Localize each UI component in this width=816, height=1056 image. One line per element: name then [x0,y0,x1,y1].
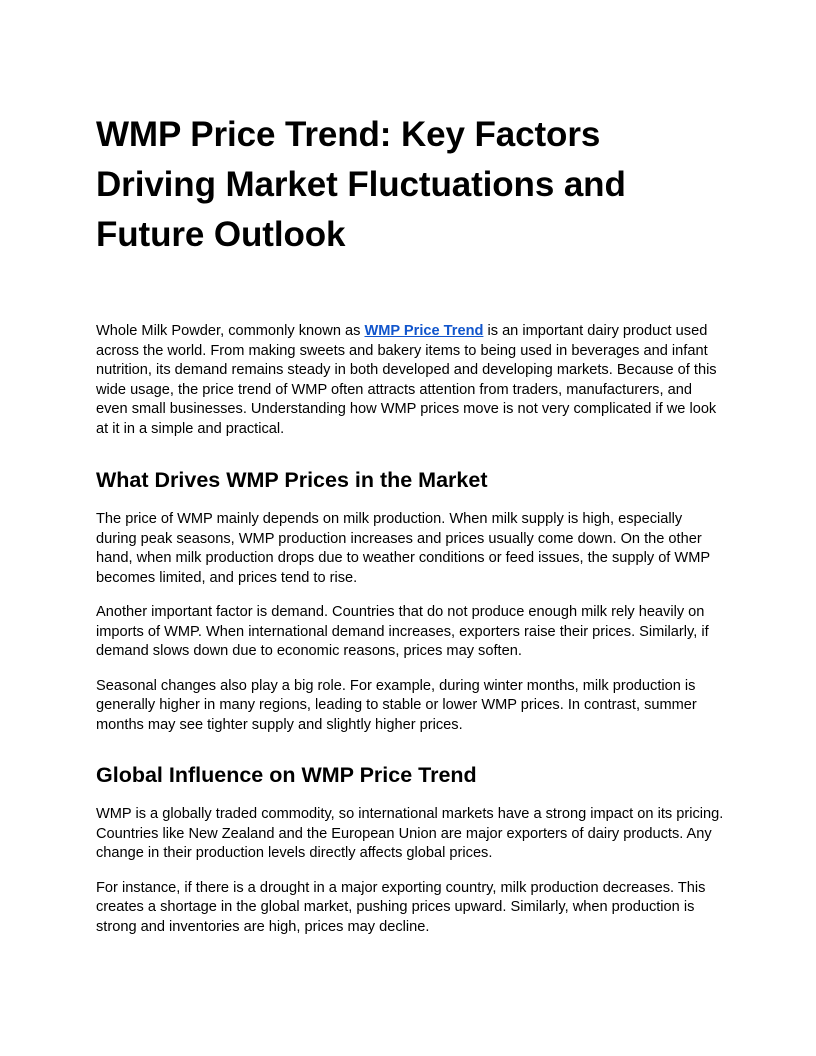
intro-text-start: Whole Milk Powder, commonly known as [96,323,365,339]
drivers-paragraph-1: The price of WMP mainly depends on milk production. When milk supply is high, especially during peak seasons, WMP production increases and prices usually come down. On the other hand, when milk production drops due to weather conditions or feed issues, the supply of WMP becomes limited, and prices tend to rise. [96,511,710,586]
section-heading-drivers: What Drives WMP Prices in the Market [96,468,488,492]
drivers-paragraph-2: Another important factor is demand. Countries that do not produce enough milk rely heavily on imports of WMP. When international demand increases, exporters raise their prices. Similarly, if demand slows down due to economic reasons, prices may soften. [96,604,709,659]
intro-paragraph [96,322,726,439]
document-title: WMP Price Trend: Key Factors Driving Market Fluctuations and Future Outlook [96,115,626,254]
wmp-price-trend-link[interactable]: WMP Price Trend [364,323,484,339]
intro-text-end: is an important dairy product used across the world. From making sweets and bakery items to being used in beverages and infant nutrition, its demand remains steady in both developed and developing markets. Because of this wide usage, the price trend of WMP often attracts attention from traders, manufacturers, and even small businesses. Understanding how WMP prices move is not very complicated if we look at it in a simple and practical. [96,323,717,437]
global-paragraph-1: WMP is a globally traded commodity, so international markets have a strong impact on its pricing. Countries like New Zealand and the European Union are major exporters of dairy products. Any change in their production levels directly affects global prices. [96,806,724,861]
document-page [96,110,726,937]
drivers-paragraph-3: Seasonal changes also play a big role. For example, during winter months, milk production is generally higher in many regions, leading to stable or lower WMP prices. In contrast, summer months may see tighter supply and slightly higher prices. [96,677,697,733]
global-paragraph-2: For instance, if there is a drought in a major exporting country, milk production decreases. This creates a shortage in the global market, pushing prices upward. Similarly, when production is strong and inventories are high, prices may decline. [96,879,706,935]
section-heading-global: Global Influence on WMP Price Trend [96,763,477,787]
